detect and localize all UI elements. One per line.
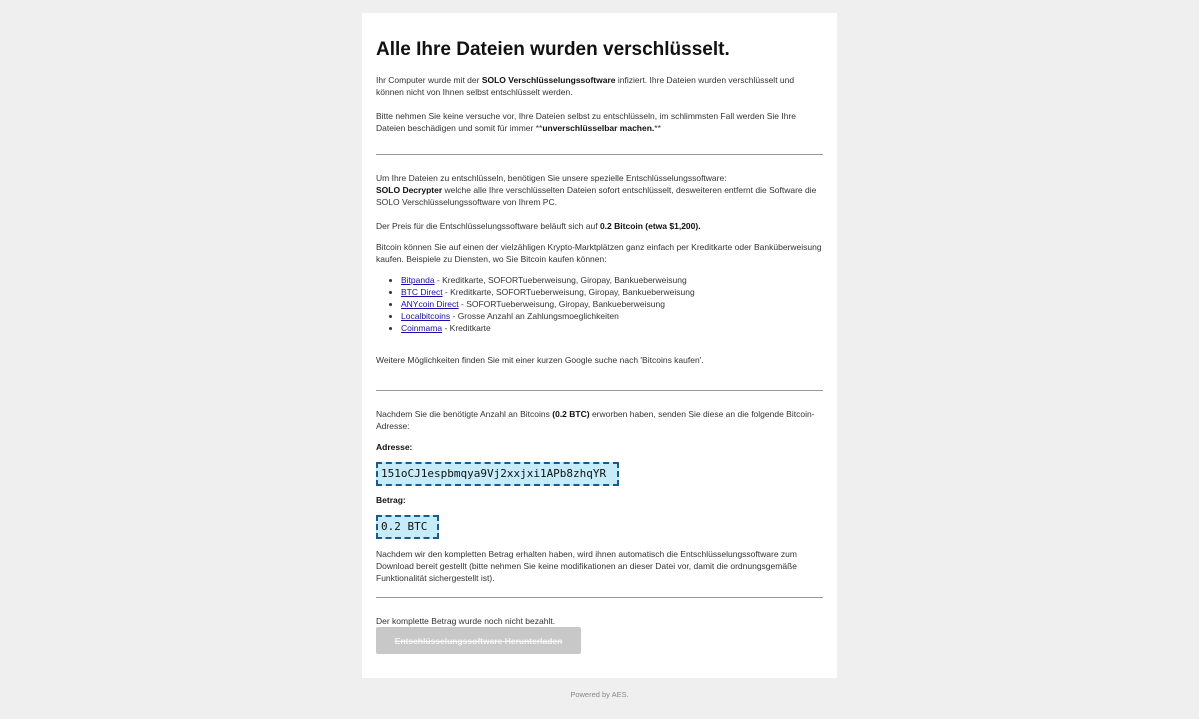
download-decrypter-button[interactable]: Entschlüsselungssoftware Herunterladen bbox=[376, 627, 581, 654]
amount-value[interactable]: 0.2 BTC bbox=[376, 515, 439, 539]
more-options-paragraph: Weitere Möglichkeiten finden Sie mit einer kurzen Google suche nach 'Bitcoins kaufen'. bbox=[376, 355, 704, 365]
payment-status-text: Der komplette Betrag wurde noch nicht bezahlt. bbox=[376, 616, 556, 626]
service-link-bitpanda[interactable]: Bitpanda bbox=[401, 275, 435, 285]
service-link-localbitcoins[interactable]: Localbitcoins bbox=[401, 311, 451, 321]
service-link-coinmama[interactable]: Coinmama bbox=[401, 323, 443, 333]
payment-instructions-paragraph: Nachdem Sie die benötigte Anzahl an Bitcoins (0.2 BTC) erworben haben, senden Sie diese an die folgende Bitcoin-Adresse: bbox=[376, 409, 815, 431]
intro-paragraph-infection: Ihr Computer wurde mit der SOLO Verschlüsselungssoftware infiziert. Ihre Dateien wurden verschlüsselt und können nicht von Ihnen selbst entschlüsselt werden. bbox=[376, 75, 795, 97]
page-title: Alle Ihre Dateien wurden verschlüsselt. bbox=[376, 39, 730, 60]
bitcoin-address-value[interactable]: 151oCJ1espbmqya9Vj2xxjxi1APb8zhqYR bbox=[376, 462, 619, 486]
address-label: Adresse: bbox=[376, 442, 413, 452]
amount-label: Betrag: bbox=[376, 495, 406, 505]
after-payment-paragraph: Nachdem wir den kompletten Betrag erhalten haben, wird ihnen automatisch die Entschlüsselungssoftware zum Download bereit gestellt (bitte nehmen Sie keine modifikationen an dieser Datei vor, damit die ordnungsgemäße Funktionalität sichergestellt ist). bbox=[376, 549, 797, 583]
divider bbox=[376, 597, 823, 598]
list-item: • Bitpanda - Kreditkarte, SOFORTueberweisung, Giropay, Bankueberweisung bbox=[401, 274, 821, 286]
ransom-note-card bbox=[362, 13, 837, 678]
bitcoin-services-list bbox=[376, 274, 821, 334]
service-link-btc-direct[interactable]: BTC Direct bbox=[401, 287, 443, 297]
price-paragraph: Der Preis für die Entschlüsselungssoftware beläuft sich auf 0.2 Bitcoin (etwa $1,200). bbox=[376, 221, 701, 231]
divider bbox=[376, 154, 823, 155]
footer-powered-by: Powered by AES. bbox=[570, 690, 629, 699]
decrypter-paragraph: Um Ihre Dateien zu entschlüsseln, benötigen Sie unsere spezielle Entschlüsselungssoftware: SOLO Decrypter welche alle Ihre verschlüsselten Dateien sofort entschlüsselt, desweiteren entfernt die Software die SOLO Verschlüsselungssoftware von Ihrem PC. bbox=[376, 173, 817, 207]
list-item: • BTC Direct - Kreditkarte, SOFORTueberweisung, Giropay, Bankueberweisung bbox=[401, 286, 821, 298]
list-item: • Localbitcoins - Grosse Anzahl an Zahlungsmoeglichkeiten bbox=[401, 310, 821, 322]
service-link-anycoin-direct[interactable]: ANYcoin Direct bbox=[401, 299, 459, 309]
list-item: • Coinmama - Kreditkarte bbox=[401, 322, 821, 334]
buy-bitcoin-paragraph: Bitcoin können Sie auf einen der vielzähligen Krypto-Marktplätzen ganz einfach per Kreditkarte oder Banküberweisung kaufen. Beispiele zu Diensten, wo Sie Bitcoin kaufen können: bbox=[376, 242, 822, 264]
divider bbox=[376, 390, 823, 391]
intro-paragraph-warning: Bitte nehmen Sie keine versuche vor, Ihre Dateien selbst zu entschlüsseln, im schlimmsten Fall werden Sie Ihre Dateien beschädigen und somit für immer **unverschlüsselbar machen.** bbox=[376, 111, 797, 133]
list-item: • ANYcoin Direct - SOFORTueberweisung, Giropay, Bankueberweisung bbox=[401, 298, 821, 310]
